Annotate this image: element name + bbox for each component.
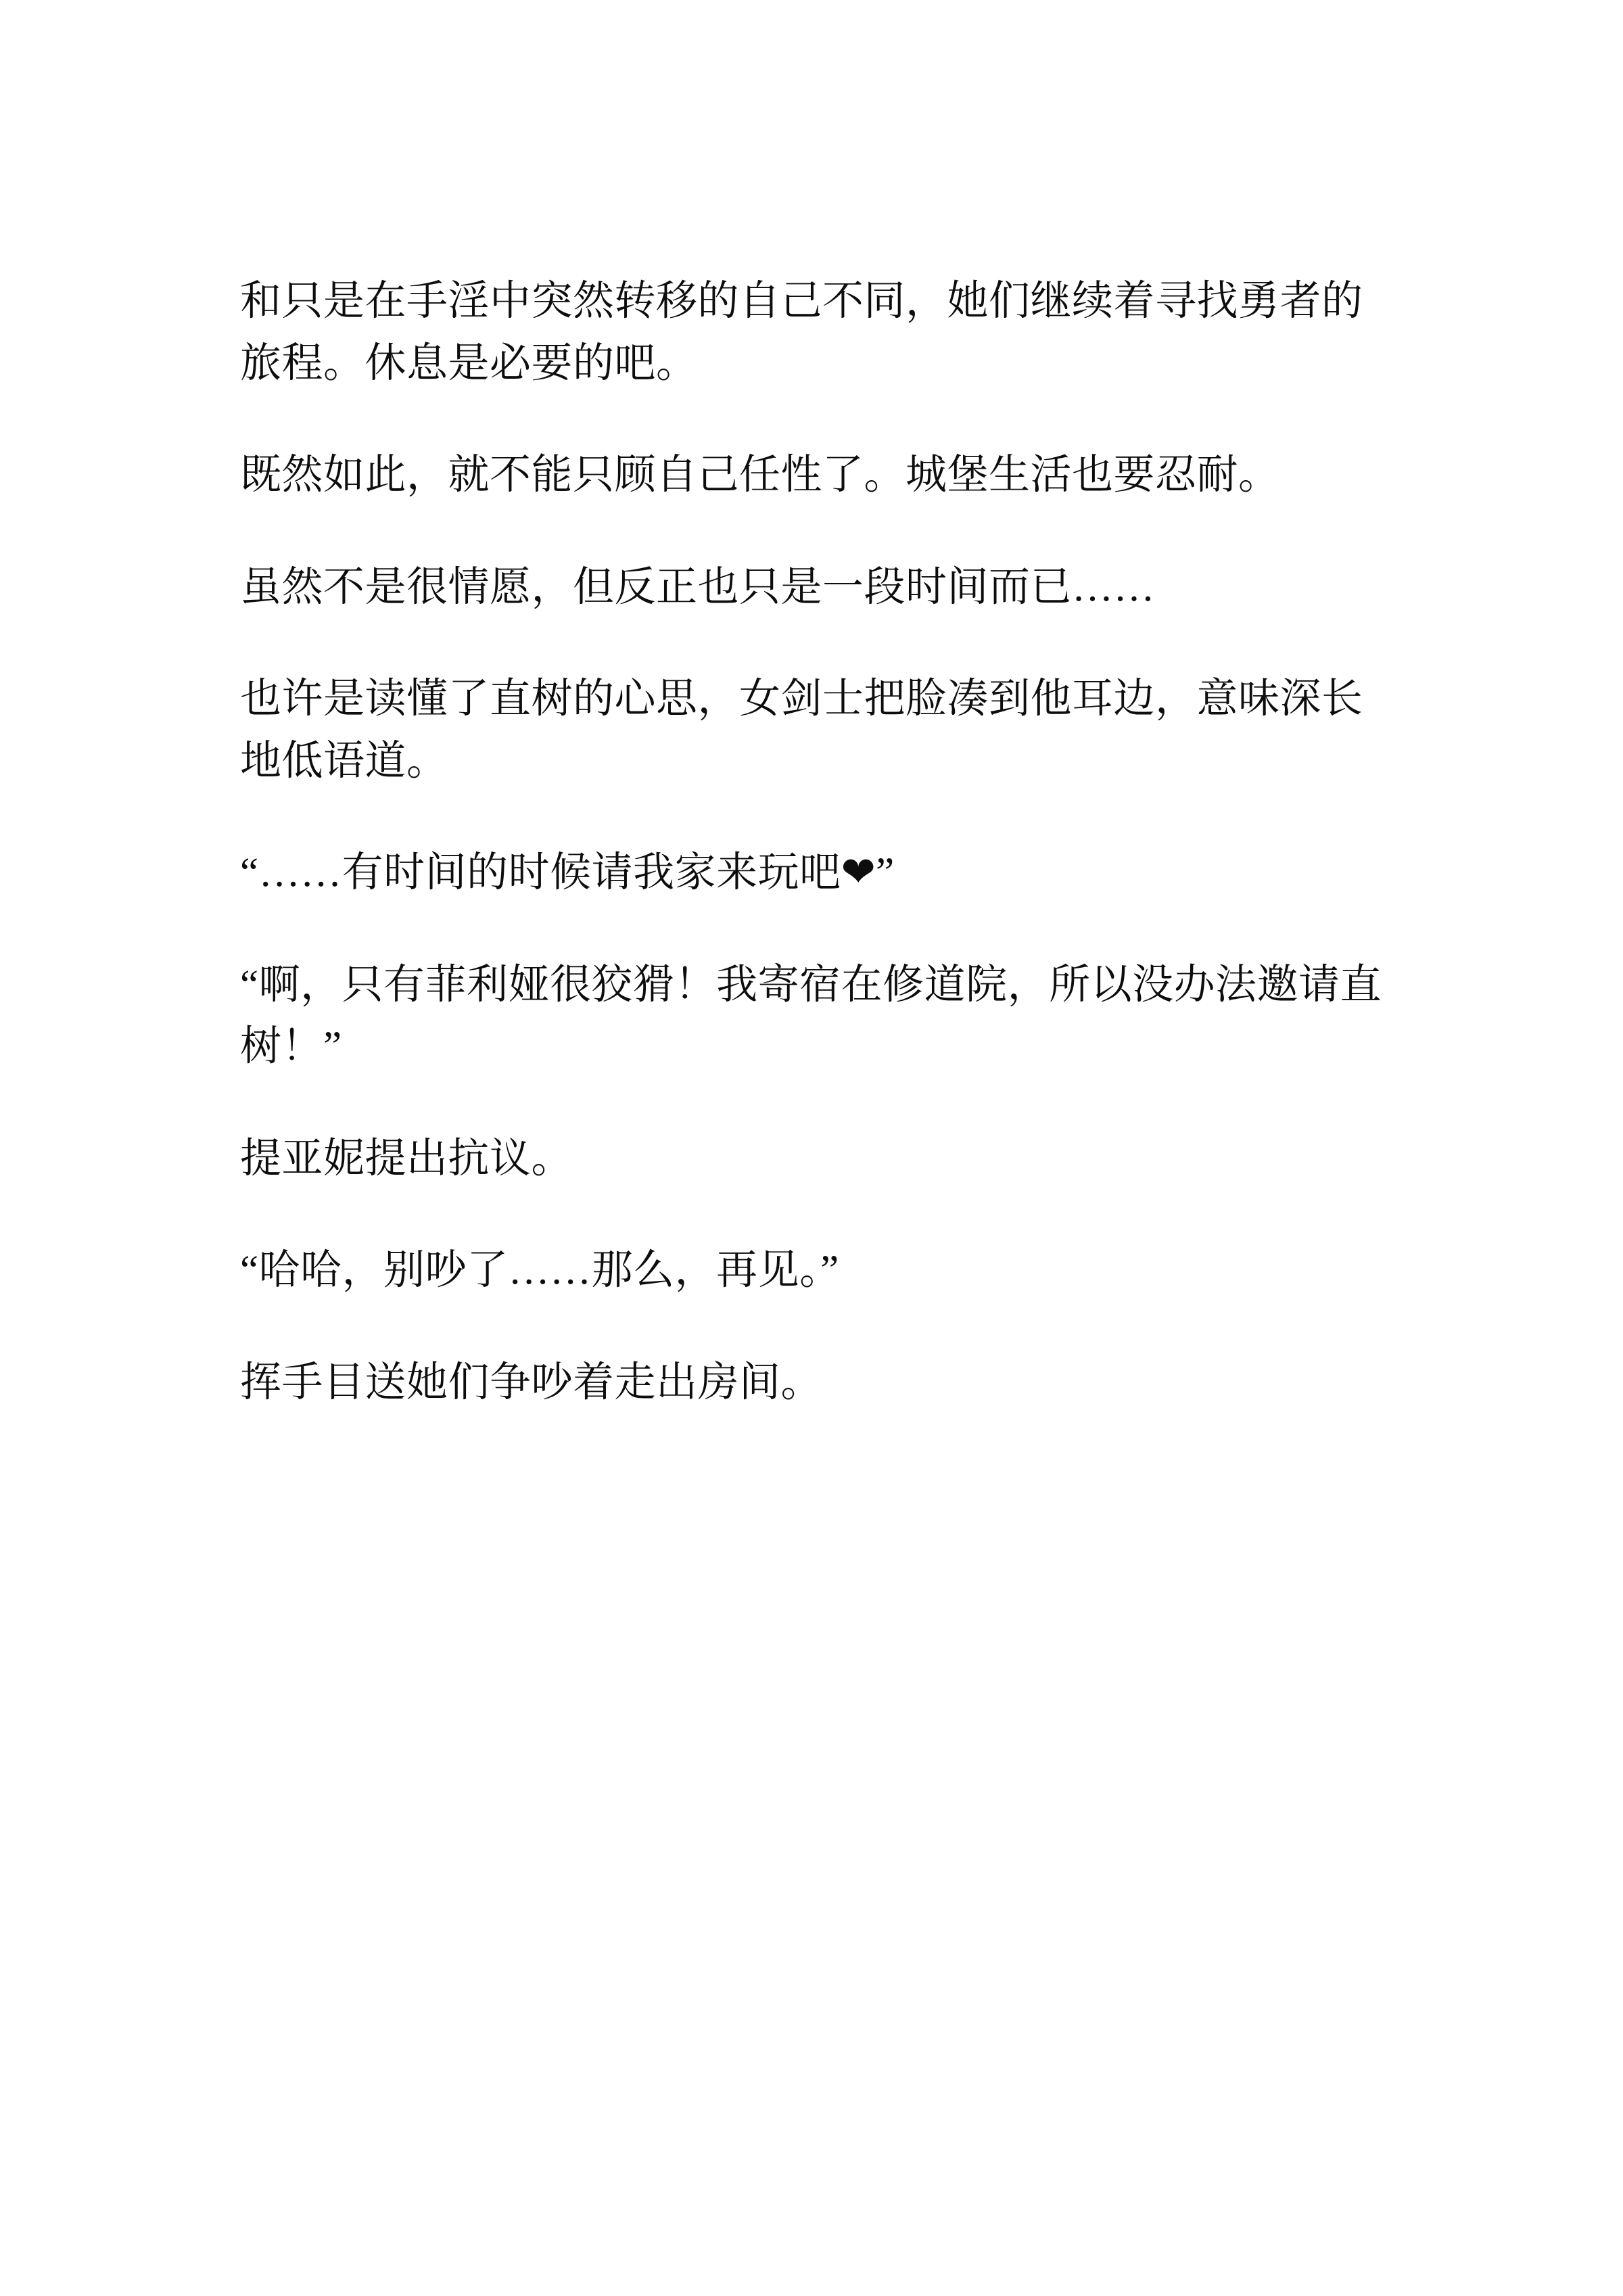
paragraph: 既然如此，就不能只顾自己任性了。城堡生活也要忍耐。 <box>240 452 1280 498</box>
paragraph: 提亚妮提出抗议。 <box>240 1135 573 1181</box>
paragraph: “啊，只有菲利娅很狡猾！我寄宿在修道院，所以没办法邀请直树！” <box>240 962 1382 1069</box>
paragraph: 也许是读懂了直树的心思，女剑士把脸凑到他耳边，意味深长地低语道。 <box>240 676 1363 784</box>
paragraph: 和只是在手淫中突然转移的自己不同，她们继续着寻找勇者的旅程。休息是必要的吧。 <box>240 279 1363 386</box>
paragraph: 挥手目送她们争吵着走出房间。 <box>240 1359 823 1405</box>
paragraph: “哈哈，别吵了……那么，再见。” <box>240 1248 839 1293</box>
paragraph: 虽然不是很情愿，但反正也只是一段时间而已…… <box>240 564 1156 610</box>
paragraph: “……有时间的时候请我家来玩吧❤” <box>240 850 895 895</box>
document-text-body <box>240 271 1390 1413</box>
